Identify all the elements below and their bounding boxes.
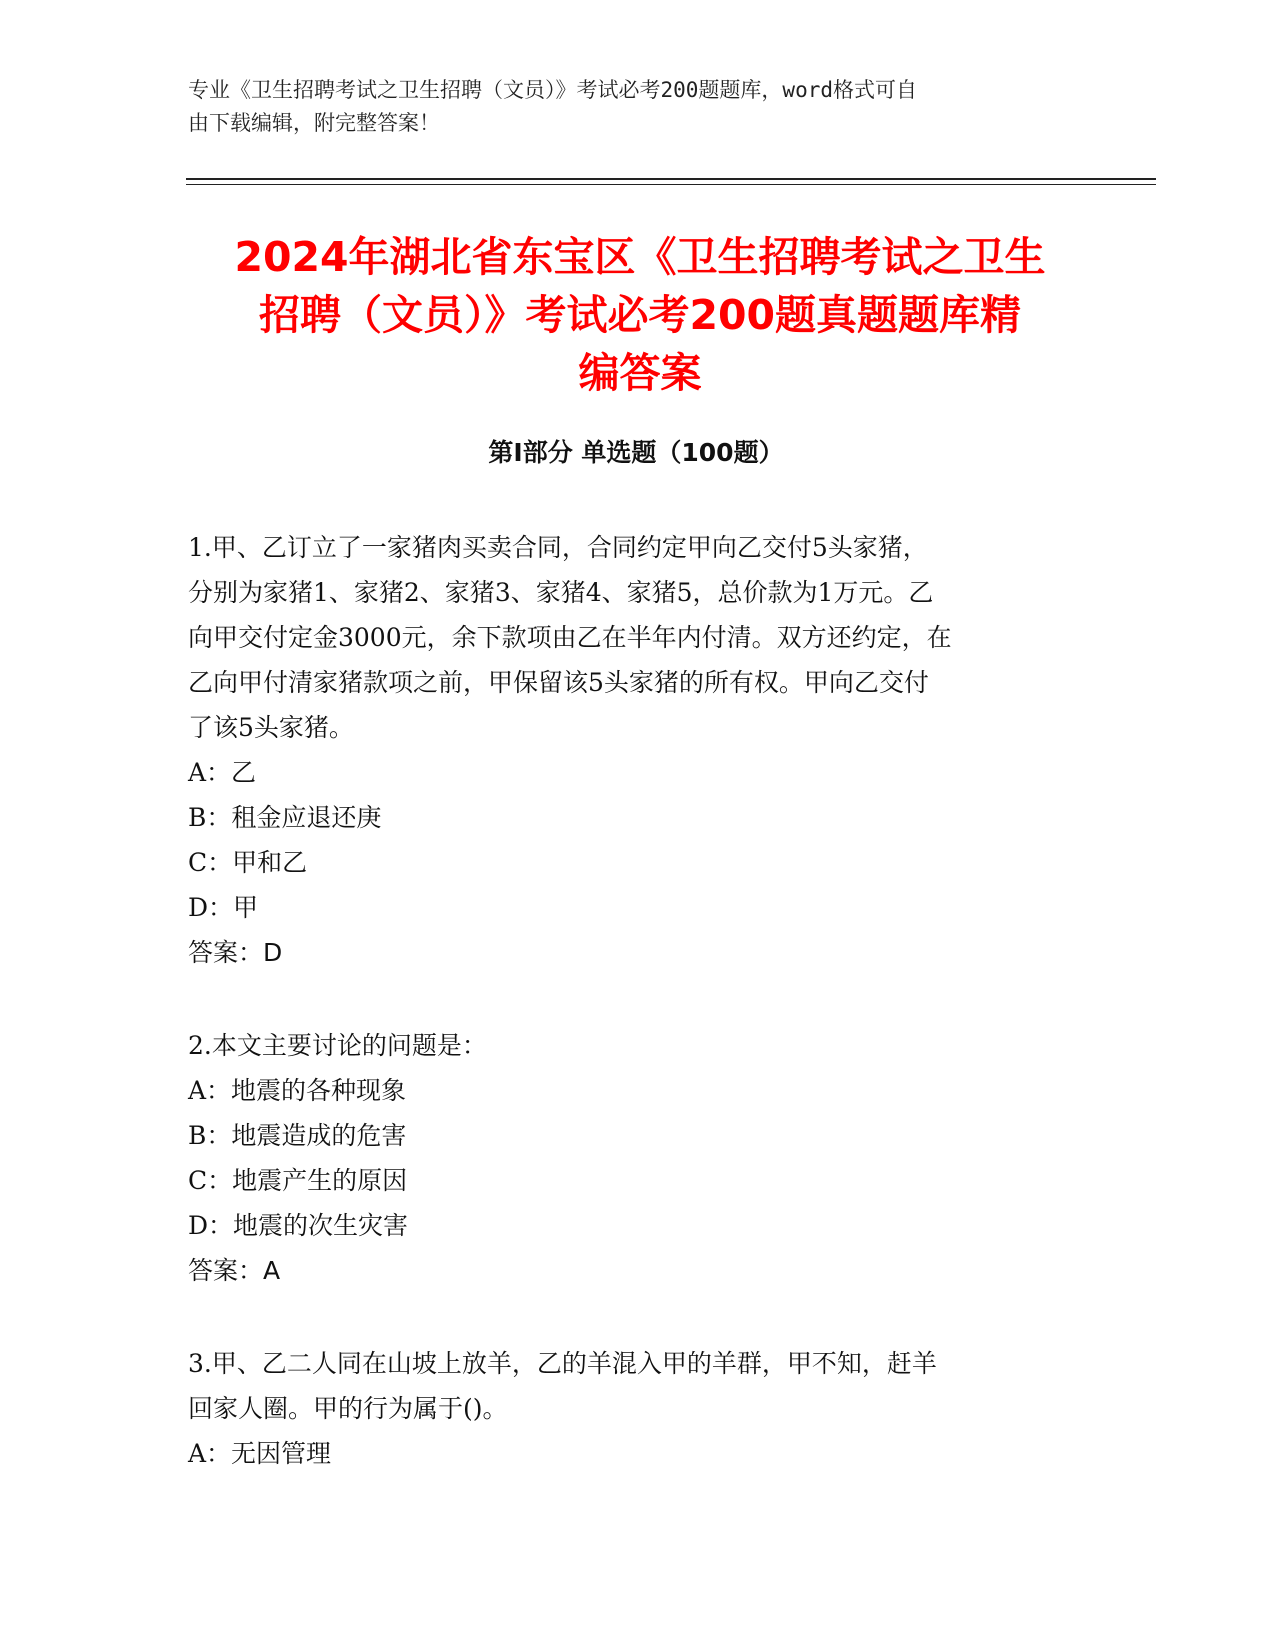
- question-stem-line: 向甲交付定金3000元，余下款项由乙在半年内付清。双方还约定，在: [188, 623, 952, 652]
- question-stem-line: 分别为家猪1、家猪2、家猪3、家猪4、家猪5，总价款为1万元。乙: [188, 578, 934, 607]
- document-title: [170, 228, 1110, 402]
- question-stem-line: 3.甲、乙二人同在山坡上放羊，乙的羊混入甲的羊群，甲不知，赶羊: [188, 1349, 937, 1378]
- question-stem-line: 回家人圈。甲的行为属于()。: [188, 1394, 508, 1423]
- option-c: C：甲和乙: [188, 848, 308, 877]
- answer-text: 答案：D: [188, 938, 283, 967]
- answer-text: 答案：A: [188, 1256, 281, 1285]
- option-a: A：乙: [188, 758, 257, 787]
- option-d: D：地震的次生灾害: [188, 1211, 409, 1240]
- question-stem-line: 了该5头家猪。: [188, 713, 354, 742]
- question-list: [188, 525, 1088, 1524]
- question-item: [188, 1341, 1088, 1476]
- option-a: A：无因管理: [188, 1439, 332, 1468]
- question-stem-line: 2.本文主要讨论的问题是：: [188, 1031, 487, 1060]
- question-item: [188, 1023, 1088, 1293]
- question-stem-line: 乙向甲付清家猪款项之前，甲保留该5头家猪的所有权。甲向乙交付: [188, 668, 929, 697]
- header-divider: [186, 178, 1156, 180]
- header-note: [188, 74, 1088, 140]
- option-c: C：地震产生的原因: [188, 1166, 408, 1195]
- question-stem-line: 1.甲、乙订立了一家猪肉买卖合同，合同约定甲向乙交付5头家猪，: [188, 533, 928, 562]
- document-title-line: 2024年湖北省东宝区《卫生招聘考试之卫生: [234, 233, 1046, 281]
- option-b: B：租金应退还庚: [188, 803, 382, 832]
- document-title-line: 招聘（文员）》考试必考200题真题题库精: [258, 291, 1022, 339]
- header-note-line: 由下载编辑，附完整答案！: [188, 111, 440, 135]
- header-note-line: 专业《卫生招聘考试之卫生招聘（文员）》考试必考200题题库，word格式可自: [188, 78, 917, 102]
- option-b: B：地震造成的危害: [188, 1121, 407, 1150]
- option-d: D：甲: [188, 893, 259, 922]
- header-divider-thin: [186, 184, 1156, 185]
- option-a: A：地震的各种现象: [188, 1076, 407, 1105]
- section-title: 第I部分 单选题（100题）: [488, 438, 784, 467]
- question-item: [188, 525, 1088, 975]
- document-title-line: 编答案: [578, 349, 702, 397]
